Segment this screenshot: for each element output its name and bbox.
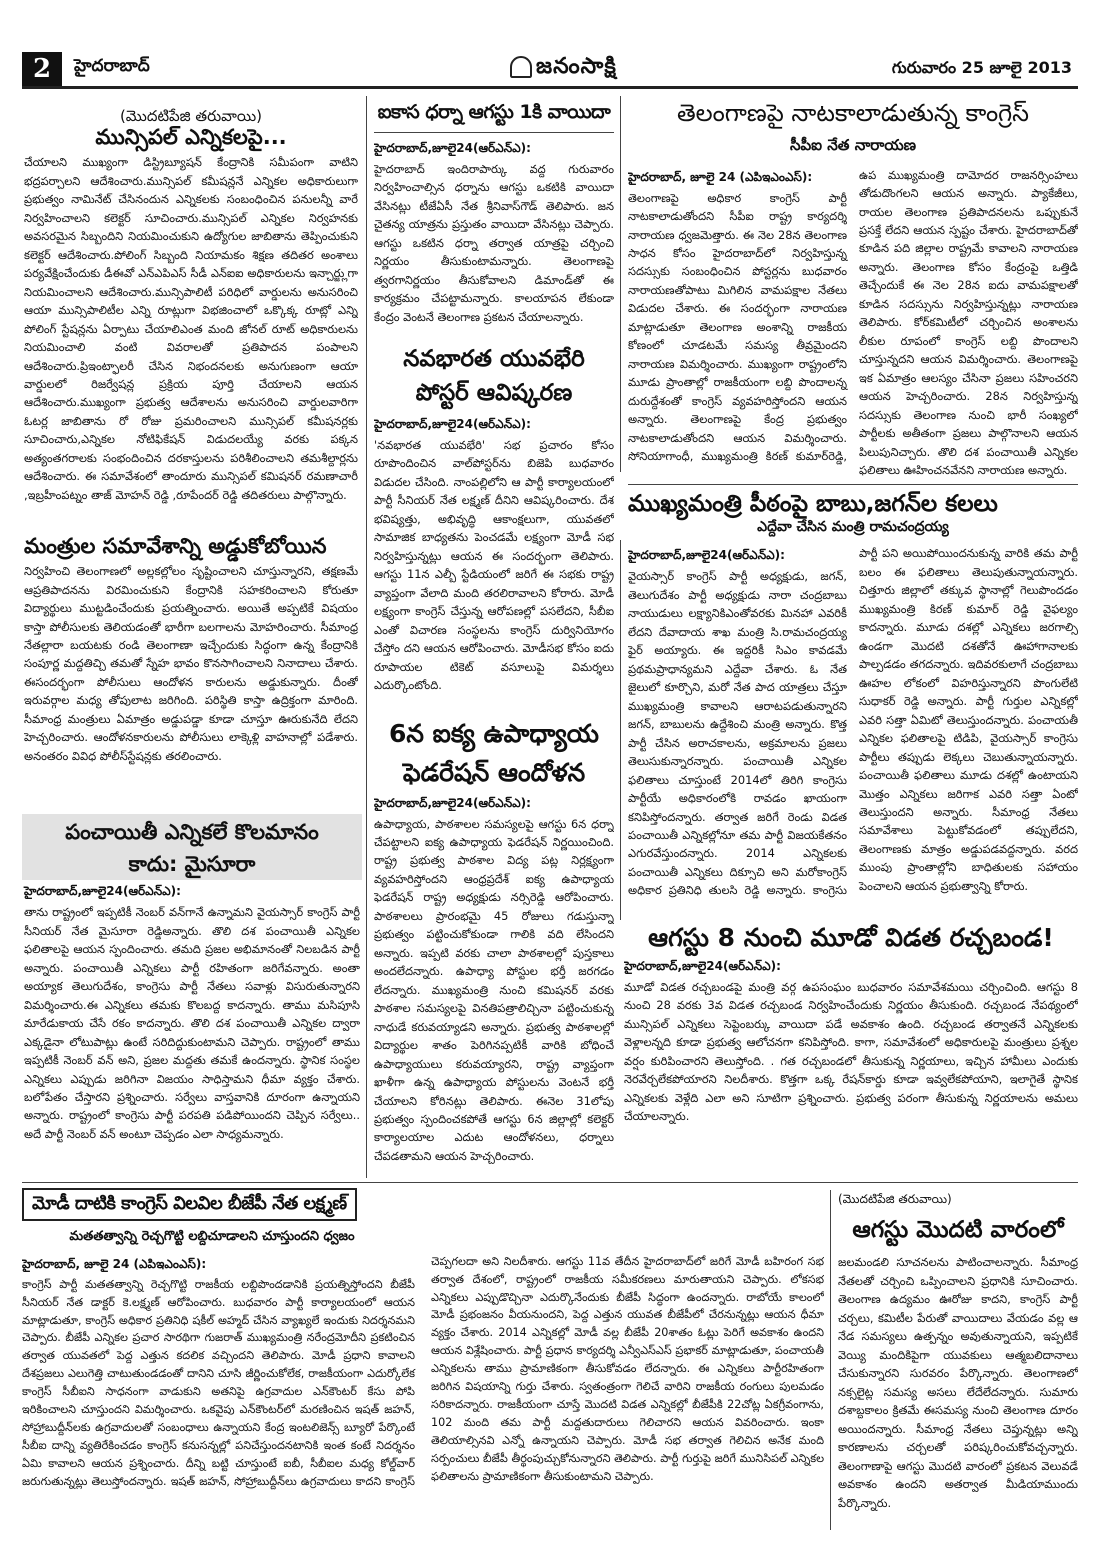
article-mysura-panchayat [22,814,362,1178]
article-body: 'నవభారత యువభేరి' సభ ప్రచారం కోసం రూపొందించిన వాల్‌పోస్టర్‌ను బిజెపి బుధవారం విడుదల చేసింది. నాంపల్లిలోని ఆ పార్టీ కార్యాలయంలో పార్టీ సీనియర్ నేత లక్ష్మణ్ దీనిని ఆవిష్కరించారు. దేశ భవిష్యత్తు, అభివృద్ధి ఆకాంక్షలుగా, యువతలో సామాజిక బాధ్యతను పెంచడమే లక్ష్యంగా మోడీ సభ నిర్వహిస్తున్నట్లు ఆయన ఈ సందర్భంగా తెలిపారు. ఆగస్టు 11న ఎల్బీ స్టేడియంలో జరిగే ఈ సభకు రాష్ట్ర వ్యాప్తంగా వేలాది మంది తరలిరావాలని కోరారు. మోడీ లక్ష్యంగా కాంగ్రెస్ చేస్తున్న ఆరోపణల్లో పసలేదని, సీబీఐ ఎంతో విచారణ సంస్థలను కాంగ్రెస్ దుర్వినియోగం చేస్తోం దని ఆయన ఆరోపించారు. మోడీసభ కోసం ఐదు రూపాయల టికెట్ వసూలుపై విమర్శలు ఎదుర్కొంటోంది. [374,437,614,692]
subhead: ఎద్దేవా చేసిన మంత్రి రామచంద్రయ్య [757,519,949,536]
article-municipal-elections [24,108,358,526]
dateline: హైదరాబాద్,జూలై24(ఆర్ఎన్ఎ): [628,548,785,563]
masthead [22,52,1078,89]
dateline: హైదరాబాద్,జూలై24(ఆర్ఎన్ఎ): [374,795,531,810]
article-jac-dharna [374,102,614,340]
headline: ఐకాస ధర్నా ఆగస్టు 1కి వాయిదా [374,102,614,133]
headline: ఆగస్టు మొదటి వారంలో [852,1217,1064,1243]
article-congress-drama [628,100,1078,480]
article-body: తెలంగాణపై అధికార కాంగ్రెస్ పార్టీ నాటకాలాడుతోందని సీపీఐ రాష్ట్ర కార్యదర్శి నారాయణ ధ్వజమెత్తారు. ఈ నెల 28న తెలంగాణ సాధన కోసం హైదరాబాద్‌లో నిర్వహిస్తున్న సదస్సుకు సంబంధించిన పోస్టర్లను బుధవారం నారాయణతోపాటు మిగిలిన వామపక్షాల నేతలు విడుదల చేశారు. ఈ సందర్భంగా నారాయణ మాట్లాడుతూ తెలంగాణ అంశాన్ని రాజకీయ కోణంలో చూడటమే సమస్య తీవ్రమైందని నారాయణ విమర్శించారు. ముఖ్యంగా రాష్ట్రంలోని మూడు ప్రాంతాల్లో రాజకీయంగా లబ్ది పొందాలన్న దురుద్దేశంతో కాంగ్రెస్ వ్యవహరిస్తోందని ఆయన అన్నారు. తెలంగాణపై కేంద్ర ప్రభుత్వం నాటకాలాడుతోందని ఆయన విమర్శించారు. సోనియాగాంధీ, ముఖ్యమంత్రి కిరణ్ కుమార్‌రెడ్డి, ఉప ముఖ్యమంత్రి దామోదర రాజనర్సింహలు తోడుదొంగలని ఆయన అన్నారు. ప్యాకేజీలు, రాయల తెలంగాణ ప్రతిపాదనలను ఒప్పుకునే ప్రసక్తే లేదని ఆయన స్పష్టం చేశారు. హైదరాబాద్‌తో కూడిన పది జిల్లాల రాష్ట్రమే కావాలని నారాయణ అన్నారు. తెలంగాణ కోసం కేంద్రంపై ఒత్తిడి తెచ్చేందుకే ఈ నెల 28న ఐదు వామపక్షాలతో కూడిన సదస్సును నిర్వహిస్తున్నట్లు నారాయణ తెలిపారు. కోర్‌కమిటీలో చర్చించిన అంశాలను లీకుల రూపంలో కాంగ్రెస్ లబ్ది పొందాలని చూస్తున్నదని ఆయన విమర్శించారు. తెలంగాణపై ఇక ఏమాత్రం ఆలస్యం చేసినా ప్రజలు సహించరని ఆయన హెచ్చరించారు. 28న నిర్వహిస్తున్న సదస్సుకు తెలంగాణ నుంచి భారీ సంఖ్యలో పార్టీలకు అతీతంగా ప్రజలు పాల్గొనాలని ఆయన పిలుపునిచ్చారు. తొలి దశ పంచాయితీ ఎన్నికల ఫలితాలు ఊహించనవేనని నారాయణ అన్నారు. [628,167,1078,478]
article-body: నిర్వహించి తెలంగాణలో అల్లకల్లోలం సృష్టించాలని చూస్తున్నారని, తక్షణమే ఆప్రతిపాదనను విరమించుకుని కేంద్రానికి సహకరించాలని కోరుతూ విద్యార్థులు ముట్టడించేందుకు ప్రయత్నించారు. అయితే అప్పటికే విషయం కాస్తా పోలీసులకు తెలియడంతో భారీగా బలగాలను మోహరించారు. సీమాంధ్ర నేతల్లారా బయటకు రండి తెలంగాణా ఇచ్చేందుకు సిద్ధంగా ఉన్న కేంద్రానికి సంపూర్ణ మద్దతిచ్చి తమతో స్నేహ భావం కొనసాగించాలని నినాదాలు చేశారు. ఈసందర్భంగా పోలీసులు ఆందోళన కారులను అడ్డుకున్నారు. దీంతో ఇరువర్గాల మధ్య తోపులాట జరిగింది. పరిస్థితి కాస్తా ఉద్రిక్తంగా మారింది. సీమాంధ్ర మంత్రులు ఏమాత్రం అడ్డుపడ్డా కూడా చూస్తూ ఊరుకునేది లేదని హెచ్చరించారు. ఆందోళనకారులను పోలీసులు లాక్కెళ్లి వాహనాల్లో పడేశారు. అనంతరం వివిధ పోలీస్‌స్టేషన్లకు తరలించారు. [24,564,358,763]
article-body: ఉపాధ్యాయ, పాఠశాలల సమస్యలపై ఆగస్టు 6న ధర్నా చేపట్టాలని ఐక్య ఉపాధ్యాయ ఫెడరేషన్ నిర్ణయించింది. రాష్ట్ర ప్రభుత్వ పాఠశాల విద్య పట్ల నిర్లక్ష్యంగా వ్యవహరిస్తోందని ఆంధ్రప్రదేశ్ ఐక్య ఉపాధ్యాయ ఫెడరేషన్ రాష్ట్ర అధ్యక్షుడు నర్సిరెడ్డి ఆరోపించారు. పాఠశాలలు ప్రారంభమై 45 రోజులు గడుస్తున్నా ప్రభుత్వం పట్టించుకోకుండా గాలికి వది లేసిందని అన్నారు. ఇప్పటి వరకు చాలా పాఠశాలల్లో పుస్తకాలు అందలేదన్నారు. ఉపాధ్యా పోస్టుల భర్తీ జరగడం లేదన్నారు. ముఖ్యమంత్రి నుంచి కమిషనర్ వరకు పాఠశాల సమస్యలపై వినతిపత్రాలిచ్చినా పట్టించుకున్న నాధుడే కరువయ్యాడని అన్నారు. ప్రభుత్వ పాఠశాలల్లో విద్యార్థుల శాతం పెరిగినప్పటికీ వారికి బోధించే ఉపాధ్యాయులు కరువయ్యారని, రాష్ట్ర వ్యాప్తంగా ఖాళీగా ఉన్న ఉపాధ్యాయ పోస్టులను వెంటనే భర్తీ చేయాలని కోరినట్లు తెలిపారు. ఈనెల 31లోపు ప్రభుత్వం స్పందించకపోతే ఆగస్టు 6న జిల్లాల్లో కలెక్టర్ కార్యాలయాల ఎదుట ఆందోళనలు, ధర్నాలు చేపడతామని ఆయన హెచ్చరించారు. [374,816,614,1163]
headline: ఆగస్టు 8 నుంచి మూడో విడత రచ్చబండ! [648,924,1054,952]
article-columns [628,544,1078,899]
article-yuvabheri-poster [374,346,614,718]
page-number: 2 [22,52,62,86]
column-rule [620,540,621,920]
issue-date: గురువారం 25 జూలై 2013 [891,58,1072,77]
article-body: కాంగ్రెస్ పార్టీ మతతత్వాన్ని రెచ్చగొట్టి రాజకీయ లబ్దిపొందడానికి ప్రయత్నిస్తోందని బీజేపీ సీనియర్ నేత డాక్టర్ కె.లక్ష్మణ్ ఆరోపించారు. బుధవారం పార్టీ కార్యాలయంలో ఆయన మాట్లాడుతూ, కాంగ్రెస్ అధికార ప్రతినిధి షకీల్ అహ్మద్ చేసిన వ్యాఖ్యలే ఇందుకు నిదర్శనమని చెప్పారు. బీజేపీ ఎన్నికల ప్రచార సారథిగా గుజరాత్ ముఖ్యమంత్రి నరేంద్రమోదీని ప్రకటించిన తర్వాత యువతలో పెద్ద ఎత్తున కదలిక వచ్చిందని తెలిపారు. మోడీ ప్రధాని కావాలని దేశప్రజలు ఎలుగెత్తి చాటుతుండడంతో దానిని చూసి జీర్ణించుకోలేక, రాజకీయంగా ఎదుర్కోలేక కాంగ్రెస్ సీబీఐని సాధనంగా వాడుకుని అతనిపై ఉగ్రవాదుల ఎన్‌కౌంటర్ కేసు పోపి ఇరికించాలని చూస్తుందని విమర్శించారు. ఒకవైపు ఎన్‌కౌంటర్‌లో మరణించిన ఇషత్ జహన్, సోహ్రాబుద్దీన్‌లకు ఉగ్రవాదులతో సంబంధాలు ఉన్నాయని కేంద్ర ఇంటలిజెన్స్ బ్యూరో పేర్కొంటే సీబీఐ దాన్ని వ్యతిరేకించడం కాంగ్రెస్ కనుసన్నల్లో పనిచేస్తుందనటానికి ఇంత కంటే నిదర్శనం ఏమి కావాలని ఆయన ప్రశ్నించారు. దీన్ని బట్టి చూస్తుంటే ఐబీ, సీబీఐల మధ్య కోల్డ్‌వార్ జరుగుతున్నట్లు తెలుస్తోందన్నారు. ఇషత్ జహన్, సోహ్రాబుద్దీన్‌లు ఉగ్రవాదులు కాదని కాంగ్రెస్ చెప్పగలదా అని నిలదీశారు. ఆగస్టు 11వ తేదీన హైదరాబాద్‌లో జరిగే మోడీ బహిరంగ సభ తర్వాత దేశంలో, రాష్ట్రంలో రాజకీయ సమీకరణలు మారుతాయని చెప్పారు. లోకసభ ఎన్నికలు ఎప్పుడొచ్చినా ఎదుర్కొనేందుకు బీజేపీ సిద్ధంగా ఉందన్నారు. రాబోయే కాలంలో మోడీ ప్రభంజనం వీయనుందని, పెద్ద ఎత్తున యువత బీజేపీలో చేరనున్నట్లు ఆయన ధీమా వ్యక్తం చేశారు. 2014 ఎన్నికల్లో మోడీ వల్ల బీజేపీ 20శాతం ఓట్లు పెరిగే అవకాశం ఉందని ఆయన విశ్లేషించారు. పార్టీ ప్రధాన కార్యదర్శి ఎన్వీఎస్ఎస్ ప్రభాకర్ మాట్లాడుతూ, పంచాయతీ ఎన్నికలను తాము ప్రామాణికంగా తీసుకోవడం లేదన్నారు. ఈ ఎన్నికలు పార్టీరహితంగా జరిగిన విషయాన్ని గుర్తు చేశారు. స్వతంత్రంగా గెలిచే వారిని రాజకీయ రంగులు పులమడం సరికాదన్నారు. రాజకీయంగా చూస్తే మొదటి విడత ఎన్నికల్లో బీజేపీకి 22చోట్ల ఏకగ్రీవంగాను, 102 మంది తమ పార్టీ మద్దతుదారులు గెలిచారని ఆయన వివరించారు. ఇంకా తెలియాల్సినవి ఎన్నో ఉన్నాయని చెప్పారు. మోడీ సభ తర్వాత గెలిచిన అనేక మంది సర్పంచులు బీజేపీ తీర్థంపుచ్చుకోనున్నారని తెలిపారు. పార్టీ గుర్తుపై జరిగే మునిసిపల్ ఎన్నికల ఫలితాలను ప్రామాణికంగా తీసుకుంటామని చెప్పారు. [22,1254,824,1488]
article-ministers-meeting [24,534,358,806]
column-rule [830,1190,831,1530]
continued-label: (మొదటిపేజి తరువాయి) [838,1192,952,1206]
dateline: హైదరాబాద్, జూలై 24 (ఎపిఇఎంఎస్): [22,1256,207,1271]
article-columns [22,1253,824,1491]
column-rule [366,814,367,1178]
article-modi-laxman [22,1188,824,1540]
article-body: మూడో విడత రచ్చబండపై మంత్రి వర్గ ఉపసంఘం బుధవారం సమావేశమయి చర్చించింది. ఆగస్టు 8 నుంచి 28 వరకు 3వ విడత రచ్చబండ నిర్వహించేందుకు నిర్ణయం తీసుకుంది. రచ్చబండ నేపథ్యంలో మున్సిపల్ ఎన్నికలు సెప్టెంబర్కు వాయిదా పడే అవకాశం ఉంది. రచ్చబండ తర్వాతనే ఎన్నికలకు వెళ్లాలన్నది కూడా ప్రభుత్వ ఆలోచనగా కనిపిస్తోంది. కాగా, సమావేశంలో అధికారులపై మంత్రులు ప్రశ్నల వర్షం కురిపించారని తెలుస్తోంది. . గత రచ్చబండలో తీసుకున్న నిర్ణయాలు, ఇచ్చిన హామీలు ఎందుకు నెరవేర్చలేకపోయారని నిలదీశారు. కొత్తగా ఒక్క రేషన్‌కార్డు కూడా ఇవ్వలేకపోయాని, ఇలాగైతే స్థానిక ఎన్నికలకు వెళ్లేది ఎలా అని సూటిగా ప్రశ్నించారు. ప్రభుత్వ పరంగా తీసుకున్న నిర్ణయాలను అమలు చేయాలన్నారు. [624,979,1078,1124]
article-cm-seat-dreams [628,484,1078,920]
headline: 6న ఐక్య ఉపాధ్యాయ [389,720,599,748]
article-columns [628,166,1078,480]
city-label: హైదరాబాద్ [74,56,150,76]
headline-box [22,1188,357,1221]
headline-band [22,814,362,880]
article-august-first-week [838,1192,1078,1532]
article-body: జలమండలి సూచనలను పాటించాలన్నారు. సీమాంధ్ర నేతలతో చర్చించి ఒప్పించాలని ప్రధానికి సూచించారు. తెలంగాణ ఉద్యమం ఊరోజు కాదని, కాంగ్రెస్ పార్టీ చర్చలు, కమిటీల పేరుతో వాయిదాలు వేయడం వల్ల ఆ నేడ సమస్యలు ఉత్పన్నం అవుతున్నాయని, ఇప్పటికే వెయ్యి మందికిపైగా యువకులు ఆత్మబలిదానాలు చేసుకున్నారని సురవరం పేర్కొన్నారు. తెలంగాణలో నక్సలైట్ల సమస్య అసలు లేదేలేదన్నారు. సుమారు దశాబ్దకాలం క్రితమే ఈసమస్య నుంచి తెలంగాణ దూరం అయిందన్నారు. సీమాంధ్ర నేతలు చెప్తున్నట్లు అన్ని కారణాలను చర్చలతో పరిష్కరించుకోవచ్చన్నారు. తెలంగాణాపై ఆగస్టు మొదటి వారంలో ప్రకటన వెలువడే అవకాశం ఉందని అతర్వాత మీడియాముందు పేర్కొన్నారు. [838,1255,1078,1510]
dateline: హైదరాబాద్,జూలై24(ఆర్ఎన్ఎ): [374,416,531,431]
headline: మోడీ దాటికి కాంగ్రెస్ విలవిల బీజేపీ నేత లక్ష్మణ్ [32,1193,347,1214]
newspaper-logo [510,54,617,84]
headline: మున్సిపల్ ఎన్నికలపై... [95,125,287,150]
article-teachers-federation [374,720,614,1176]
headline: ఫెడరేషన్ ఆందోళన [402,757,586,787]
headline: కాదు: మైసూరా [128,852,256,877]
article-body: హైదరాబాద్ ఇందిరాపార్కు వద్ద గురువారం నిర్వహించాల్సిన ధర్నాను ఆగస్టు ఒకటికి వాయిదా వేసినట్లు టీజేఏసీ నేత శ్రీనివాస్‌గౌడ్ తెలిపారు. జన చైతన్య యాత్రను ప్రస్తుతం వాయిదా వేసినట్లు చెప్పారు. ఆగస్టు ఒకటిన ధర్నా తర్వాత యాత్రపై చర్చించి నిర్ణయం తీసుకుంటామన్నారు. తెలంగాణపై త్వరగానిర్ణయం తీసుకోవాలని డిమాండ్‌తో ఈ కార్యక్రమం చేపట్టామన్నారు. కాలయాపన లేకుండా కేంద్రం వెంటనే తెలంగాణ ప్రకటన చేయాలన్నారు. [374,161,614,324]
section-rule [22,1182,1078,1183]
logo-icon [510,56,532,78]
logo-text: జనంసాక్షి [536,54,617,79]
article-body: చేయాలని ముఖ్యంగా డిస్ట్రిబ్యూషన్ కేంద్రానికి సమీపంగా వాటిని భద్రపర్చాలని ఆదేశించారు.మున్సిపల్ కమీషన్లనే ఎన్నికల అధికారులుగా ప్రభుత్వం నామినేట్ చేసినందున ఎన్నికలకు సంబంధించిన పనులన్నీ వారే నిర్వహించాలని కలెక్టర్ సూచించారు.మున్సిపల్ ఎన్నికల నిర్వహనకు అవసరమైన సిబ్బందిని నియమించుకుని ఉద్యోగుల జాబితాను తెప్పించుకుని కలెక్టర్ ఆదేశించారు.పోలింగ్ సిబ్బంది నియామకం శిక్షణ తదితర అంశాలు పర్యవేక్షించేందుకు డీఈవో ఎన్ఎపిఎస్ సీడీ ఎన్ఐఐ అధికారులను ఇన్చార్జ్లుగా నియమించాలని ఆదేశించారు.మున్సిపాలిటీ పరిధిలో వార్డులను అనుసరించి ఆయా మున్సిపాలిటీల ఎన్ని రూట్లుగా విభజించాలో ఒక్కొక్క రూట్లో ఎన్ని పోలింగ్ స్టేషన్లను ఏర్పాటు చేయాలిఎంత మంది జోనల్ రూట్ అధికారులను నియమించాలి వంటి వివరాలతో ప్రతిపాదన పంపాలని ఆదేశించారు.ప్రిఇంట్ఫాలరీ చేసిన నిభందనలకు అనుగుణంగా ఆయా వార్డులలో రిజర్వేషన్ల ప్రక్రియ పూర్తి చేయాలని ఆయన ఆదేశించారు.ముఖ్యంగా ప్రభుత్వ ఆదేశాలను అనుసరించి వార్డులవారిగా ఓటర్ల జాబితాను రో రోజు ప్రమరించాలని మున్సిపల్ కమీషనర్లకు సూచించారు,ఎన్నికల నోటిఫికేషన్ విడుదలయ్యే వరకు పక్కన అత్యంతగరాలకు సంభందించిన దరకాస్తులను పరిశీలించాలని తమశీల్దార్లను ఆదేశించారు. ఈ సమావేశంలో తాందూరు మున్సిపల్ కమిషనర్ రమణాచారీ ,ఇబ్రహీంపట్నం తాజ్ మోహన్ రెడ్డి ,రూపేందర్ రెడ్డి తదితరులు పాల్గొన్నారు. [24,155,358,502]
column-rule [366,96,367,814]
article-body: వైయస్సార్ కాంగ్రెస్ పార్టీ అధ్యక్షుడు, జగన్, తెలుగుదేశం పార్టీ అధ్యక్షుడు నారా చంద్రబాబు నాయుడులు లక్ష్యానికిఎంతోవరకు మినహా ఎవరికీ లేదని దేవాదాయ శాఖ మంత్రి సి.రామచంద్రయ్య ఫైర్ అయ్యారు. ఈ ఇద్దరికీ సిఎం కావడమే ప్రథమప్రాధాన్యమని ఎద్దేవా చేశారు. ఓ నేత జైలులో కూర్చొని, మరో నేత పాద యాత్రలు చేస్తూ ముఖ్యమంత్రి కావాలని ఆరాటపడుతున్నారని జగన్, బాబులను ఉద్దేశించి మంత్రి అన్నారు. కొత్త పార్టీ చేసిన అరాచకాలను, అక్రమాలను ప్రజలు తెలుసుకున్నారన్నారు. పంచాయితీ ఎన్నికల ఫలితాలు చూస్తుంటే 2014లో తిరిగి కాంగ్రెసు పార్టీయే అధికారంలోకి రావడం ఖాయంగా కనిపిస్తోందన్నారు. తర్వాత జరిగే రెండు విడత పంచాయితీ ఎన్నికల్లోనూ తమ పార్టీ విజయకేతనం ఎగురవేస్తుందన్నారు. 2014 ఎన్నికలకు పంచాయితీ ఎన్నికలు దిక్సూచి అని మరోకాంగ్రెస్ అధికార ప్రతినిధి తులసి రెడ్డి అన్నారు. కాంగ్రెసు పార్టీ పని అయిపోయిందనుకున్న వారికి తమ పార్టీ బలం ఈ ఫలితాలు తెలుపుతున్నాయన్నారు. చిత్తూరు జిల్లాలో తక్కువ స్థానాల్లో గెలుపొందడం ముఖ్యమంత్రి కిరణ్ కుమార్ రెడ్డి వైఫల్యం కాదన్నారు. మూడు దశల్లో ఎన్నికలు జరగాల్సి ఉండగా మొదటి దశతోనే ఊహాగానాలకు పాల్పడడం తగదన్నారు. ఇదివరకులాగే చంద్రబాబు ఊహల లోకంలో విహరిస్తున్నారని పొంగులేటి సుధాకర్ రెడ్డి అన్నారు. పార్టీ గుర్తుల ఎన్నికల్లో ఎవరి సత్తా ఏమిటో తెలుస్తుందన్నారు. పంచాయతీ ఎన్నికల ఫలితాలపై టిడిపి, వైయస్సార్ కాంగ్రెసు పార్టీలు తప్పుడు లెక్కలు చెబుతున్నాయన్నారు. పంచాయితీ ఫలితాలు మూడు దశల్లో ఉంటాయని మొత్తం ఎన్నికలు జరిగాక ఎవరి సత్తా ఏంటో తెలుస్తుందని అన్నారు. సీమాంధ్ర నేతలు సమావేశాలు పెట్టుకోవడంలో తప్పులేదని, తెలంగాణకు మాత్రం అడ్డుపడవద్దన్నారు. వరద ముంపు ప్రాంతాల్లోని బాధితులకు సహాయం పెంచాలని ఆయన ప్రభుత్వాన్ని కోరారు. [628,546,1078,898]
article-body: తాను రాష్ట్రంలో ఇప్పటికీ నెంబర్ వన్‌గానే ఉన్నామని వైయస్సార్ కాంగ్రెస్ పార్టీ సీనియర్ నేత మైసూరా రెడ్డిఅన్నారు. తొలి దశ పంచాయితీ ఎన్నికల ఫలితాలపై ఆయన స్పందించారు. తమది ప్రజల అభిమానంతో నిలబడిన పార్టీ అన్నారు. పంచాయితీ ఎన్నికలు పార్టీ రహితంగా జరిగేవన్నారు. అంతా అయ్యాక తెలుగుదేశం, కాంగ్రెసు పార్టీ నేతలు సవాళ్లు విసురుతున్నారని విమర్శించారు.ఈ ఎన్నికలు తమకు కొలబద్ద కాదన్నారు. తాము మసిపూసి మారేడుకాయ చేసే రకం కాదన్నారు. తొలి దశ పంచాయితీ ఎన్నికల ద్వారా ఎక్కడైనా లోటుపాట్లు ఉంటే సరిదిద్దుకుంటామని చెప్పారు. రాష్ట్రంలో తాము ఇప్పటికీ నెంబర్ వన్ అని, ప్రజల మద్దతు తమకే ఉందన్నారు. స్థానిక సంస్థల ఎన్నికలు ఎప్పుడు జరిగినా విజయం సాధిస్తామని ధీమా వ్యక్తం చేశారు. బలోపేతం చేస్తారని ప్రశ్నించారు. సర్వేలు వాస్తవానికి దూరంగా ఉన్నాయని అన్నారు. రాష్ట్రంలో కాంగ్రెసు పార్టీ పరపతి పడిపోయిందని చెప్పిన సర్వేలు.. అదే పార్టీ నెంబర్ వన్ అంటూ చెప్పడం ఎలా సాధ్యమన్నారు. [24,905,360,1141]
headline: పంచాయితీ ఎన్నికలే కొలమానం [65,820,319,844]
headline: మంత్రుల సమావేశాన్ని అడ్డుకోబోయిన [24,534,327,558]
subhead: మతతత్వాన్ని రెచ్చగొట్టి లబ్దిచూడాలని చూస్తుందని ధ్వజం [69,1228,355,1244]
column-rule [620,96,621,472]
headline: పోస్టర్ ఆవిష్కరణ [415,380,573,407]
article-racchabanda [624,924,1078,1178]
headline: ముఖ్యమంత్రి పీఠంపై బాబు,జగన్‌ల కలలు [628,484,1078,517]
subhead: సీపీఐ నేత నారాయణ [789,135,917,154]
dateline: హైదరాబాద్,జూలై24(ఆర్ఎన్ఎ): [624,958,781,973]
dateline: హైదరాబాద్,జూలై24(ఆర్ఎన్ఎ): [374,140,531,155]
continued-label: (మొదటిపేజి తరువాయి) [119,108,263,125]
dateline: హైదరాబాద్,జూలై24(ఆర్ఎన్ఎ): [24,884,181,899]
headline: నవభారత యువభేరి [403,346,585,372]
dateline: హైదరాబాద్, జూలై 24 (ఎపిఇఎంఎస్): [628,169,813,184]
headline: తెలంగాణపై నాటకాలాడుతున్న కాంగ్రెస్ [676,100,1030,127]
